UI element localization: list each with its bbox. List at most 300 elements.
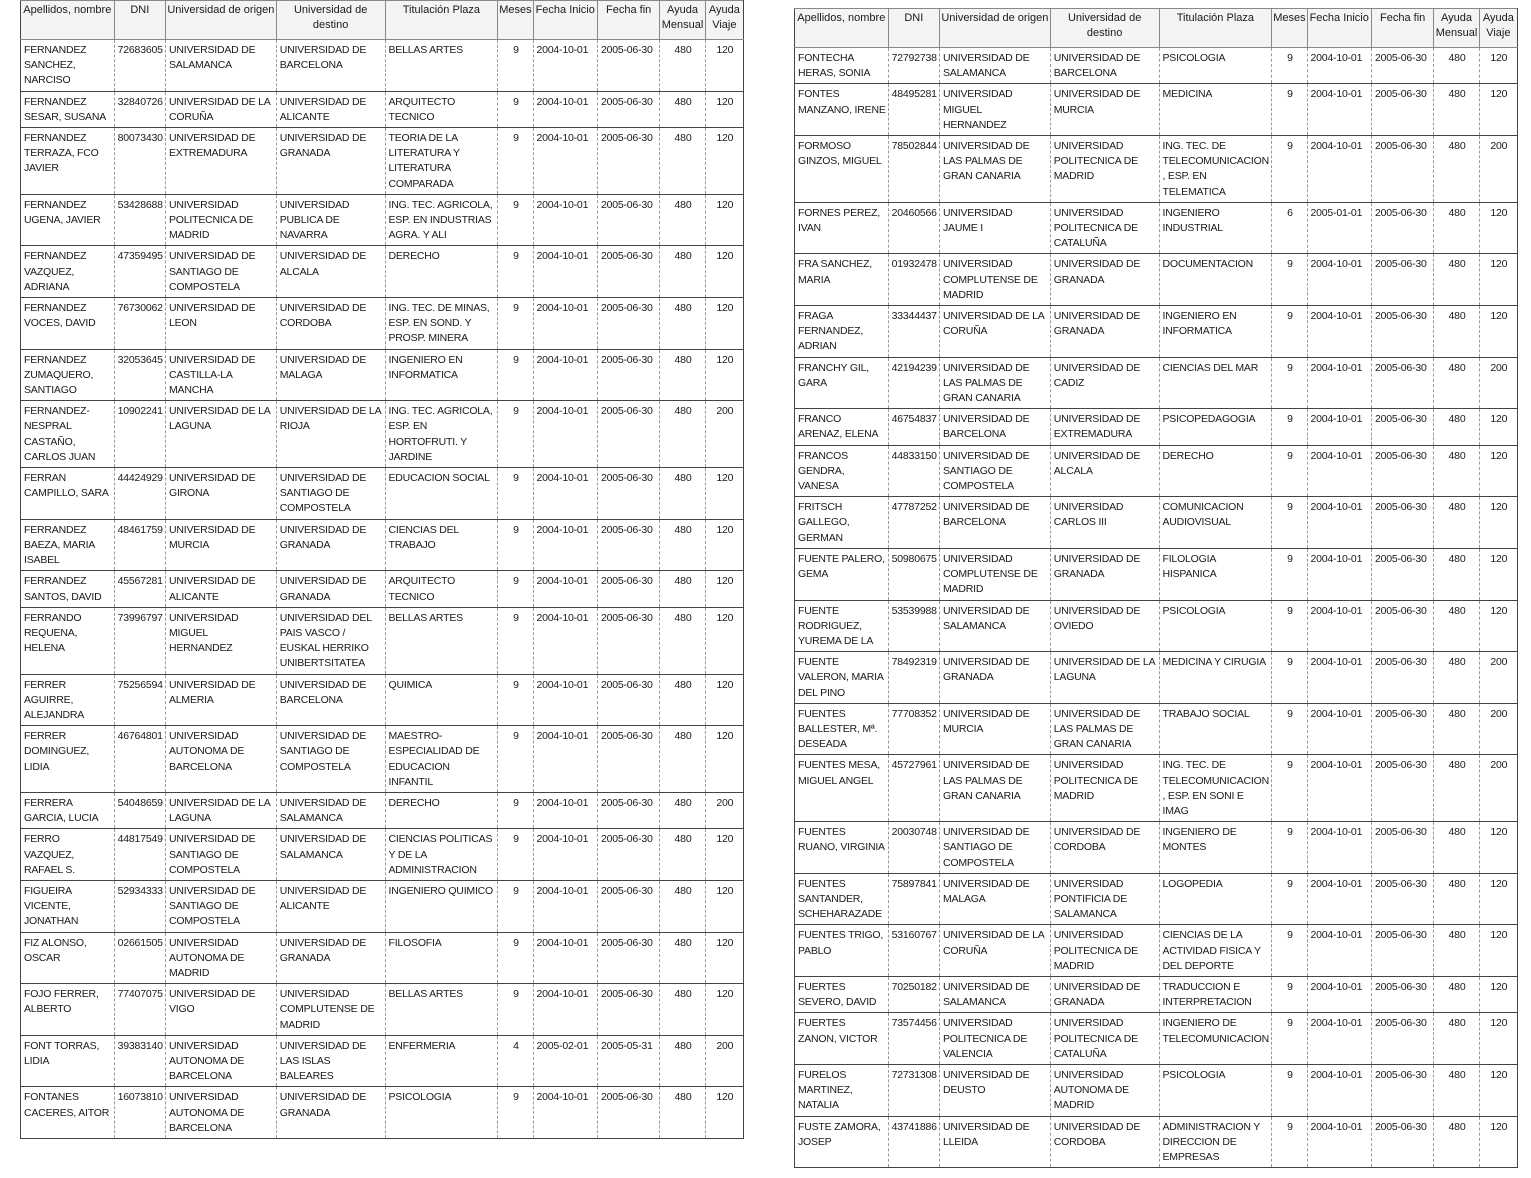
cell-degree: INGENIERO QUIMICO xyxy=(385,880,498,932)
cell-dni: 53539988 xyxy=(888,600,939,652)
cell-monthly-aid: 480 xyxy=(660,829,705,881)
cell-origin-university: UNIVERSIDAD DE SALAMANCA xyxy=(165,40,276,92)
cell-origin-university: UNIVERSIDAD POLITECNICA DE MADRID xyxy=(165,194,276,246)
cell-start-date: 2004-10-01 xyxy=(533,726,597,793)
table-row xyxy=(21,880,744,932)
cell-monthly-aid: 480 xyxy=(660,40,705,92)
cell-travel-aid: 120 xyxy=(705,194,743,246)
table-row xyxy=(795,600,1518,652)
grants-table-right xyxy=(794,8,1518,1168)
cell-travel-aid: 120 xyxy=(705,571,743,607)
cell-end-date: 2005-06-30 xyxy=(1371,703,1433,755)
cell-end-date: 2005-06-30 xyxy=(597,792,659,828)
cell-travel-aid: 120 xyxy=(705,880,743,932)
cell-months: 9 xyxy=(1272,703,1307,755)
header-name: Apellidos, nombre xyxy=(21,1,115,40)
table-row xyxy=(795,254,1518,306)
cell-start-date: 2004-10-01 xyxy=(533,607,597,674)
cell-start-date: 2004-10-01 xyxy=(1307,755,1371,822)
cell-dni: 20030748 xyxy=(888,822,939,874)
cell-name: FONT TORRAS, LIDIA xyxy=(21,1035,115,1087)
cell-origin-university: UNIVERSIDAD DE GIRONA xyxy=(165,468,276,520)
cell-degree: FILOLOGIA HISPANICA xyxy=(1159,548,1272,600)
cell-destination-university: UNIVERSIDAD DE MURCIA xyxy=(1050,84,1159,136)
cell-end-date: 2005-06-30 xyxy=(597,932,659,984)
cell-travel-aid: 120 xyxy=(705,726,743,793)
cell-months: 9 xyxy=(498,829,533,881)
cell-months: 9 xyxy=(1272,1116,1307,1168)
cell-origin-university: UNIVERSIDAD MIGUEL HERNANDEZ xyxy=(165,607,276,674)
cell-dni: 73996797 xyxy=(114,607,165,674)
cell-origin-university: UNIVERSIDAD MIGUEL HERNANDEZ xyxy=(939,84,1050,136)
cell-travel-aid: 120 xyxy=(1479,1116,1517,1168)
cell-start-date: 2004-10-01 xyxy=(533,674,597,726)
cell-start-date: 2004-10-01 xyxy=(1307,652,1371,704)
cell-travel-aid: 120 xyxy=(1479,254,1517,306)
cell-dni: 44817549 xyxy=(114,829,165,881)
cell-name: FUENTES MESA, MIGUEL ANGEL xyxy=(795,755,889,822)
cell-dni: 73574456 xyxy=(888,1013,939,1065)
cell-months: 9 xyxy=(498,246,533,298)
cell-end-date: 2005-06-30 xyxy=(597,1087,659,1139)
cell-end-date: 2005-06-30 xyxy=(1371,136,1433,203)
header-monthly-aid: Ayuda Mensual xyxy=(660,1,705,40)
grants-table-left xyxy=(20,0,744,1139)
cell-name: FERRANDEZ SANTOS, DAVID xyxy=(21,571,115,607)
cell-dni: 20460566 xyxy=(888,202,939,254)
cell-dni: 50980675 xyxy=(888,548,939,600)
cell-start-date: 2004-10-01 xyxy=(533,792,597,828)
cell-start-date: 2004-10-01 xyxy=(1307,1013,1371,1065)
cell-origin-university: UNIVERSIDAD DE BARCELONA xyxy=(939,497,1050,549)
cell-destination-university: UNIVERSIDAD DE GRANADA xyxy=(276,1087,385,1139)
cell-origin-university: UNIVERSIDAD DE BARCELONA xyxy=(939,409,1050,445)
cell-monthly-aid: 480 xyxy=(1434,306,1479,358)
right-page xyxy=(794,8,1518,1168)
cell-destination-university: UNIVERSIDAD DE SALAMANCA xyxy=(276,829,385,881)
table-row xyxy=(21,607,744,674)
cell-travel-aid: 120 xyxy=(705,91,743,127)
table-body xyxy=(21,40,744,1139)
cell-destination-university: UNIVERSIDAD DE ALCALA xyxy=(1050,445,1159,497)
cell-origin-university: UNIVERSIDAD DE ALMERIA xyxy=(165,674,276,726)
header-travel-aid: Ayuda Viaje xyxy=(1479,9,1517,48)
cell-months: 9 xyxy=(1272,822,1307,874)
cell-degree: DOCUMENTACION xyxy=(1159,254,1272,306)
table-row xyxy=(21,519,744,571)
cell-months: 9 xyxy=(1272,548,1307,600)
cell-origin-university: UNIVERSIDAD DE CASTILLA-LA MANCHA xyxy=(165,349,276,401)
cell-dni: 76730062 xyxy=(114,298,165,350)
cell-months: 9 xyxy=(1272,600,1307,652)
cell-start-date: 2004-10-01 xyxy=(1307,306,1371,358)
cell-destination-university: UNIVERSIDAD COMPLUTENSE DE MADRID xyxy=(276,984,385,1036)
cell-name: FERRANDEZ BAEZA, MARIA ISABEL xyxy=(21,519,115,571)
cell-origin-university: UNIVERSIDAD AUTONOMA DE MADRID xyxy=(165,932,276,984)
cell-name: FERRER DOMINGUEZ, LIDIA xyxy=(21,726,115,793)
cell-degree: MEDICINA Y CIRUGIA xyxy=(1159,652,1272,704)
cell-dni: 46764801 xyxy=(114,726,165,793)
cell-dni: 78502844 xyxy=(888,136,939,203)
cell-end-date: 2005-06-30 xyxy=(1371,497,1433,549)
cell-end-date: 2005-06-30 xyxy=(1371,48,1433,84)
cell-monthly-aid: 480 xyxy=(660,91,705,127)
cell-origin-university: UNIVERSIDAD DE LA CORUÑA xyxy=(939,925,1050,977)
table-row xyxy=(795,357,1518,409)
cell-degree: ING. TEC. AGRICOLA, ESP. EN HORTOFRUTI. Y JARDINE xyxy=(385,401,498,468)
cell-travel-aid: 200 xyxy=(1479,136,1517,203)
cell-travel-aid: 200 xyxy=(1479,703,1517,755)
cell-months: 9 xyxy=(498,674,533,726)
cell-travel-aid: 120 xyxy=(705,40,743,92)
cell-start-date: 2004-10-01 xyxy=(533,984,597,1036)
cell-travel-aid: 120 xyxy=(705,984,743,1036)
cell-dni: 77708352 xyxy=(888,703,939,755)
cell-travel-aid: 120 xyxy=(1479,445,1517,497)
cell-destination-university: UNIVERSIDAD DE GRANADA xyxy=(1050,976,1159,1012)
cell-name: FERNANDEZ SANCHEZ, NARCISO xyxy=(21,40,115,92)
cell-end-date: 2005-06-30 xyxy=(1371,873,1433,925)
header-dni: DNI xyxy=(114,1,165,40)
header-travel-aid: Ayuda Viaje xyxy=(705,1,743,40)
cell-destination-university: UNIVERSIDAD POLITECNICA DE MADRID xyxy=(1050,755,1159,822)
table-row xyxy=(21,674,744,726)
cell-start-date: 2004-10-01 xyxy=(1307,1064,1371,1116)
cell-monthly-aid: 480 xyxy=(660,1087,705,1139)
table-header xyxy=(795,9,1518,48)
cell-origin-university: UNIVERSIDAD DE SANTIAGO DE COMPOSTELA xyxy=(165,829,276,881)
cell-end-date: 2005-06-30 xyxy=(1371,306,1433,358)
cell-monthly-aid: 480 xyxy=(1434,548,1479,600)
cell-name: FRAGA FERNANDEZ, ADRIAN xyxy=(795,306,889,358)
cell-monthly-aid: 480 xyxy=(660,246,705,298)
cell-travel-aid: 120 xyxy=(705,1087,743,1139)
table-row xyxy=(795,1116,1518,1168)
cell-origin-university: UNIVERSIDAD DE LA CORUÑA xyxy=(939,306,1050,358)
cell-degree: INGENIERO EN INFORMATICA xyxy=(1159,306,1272,358)
cell-destination-university: UNIVERSIDAD POLITECNICA DE MADRID xyxy=(1050,925,1159,977)
cell-destination-university: UNIVERSIDAD DE BARCELONA xyxy=(1050,48,1159,84)
cell-travel-aid: 120 xyxy=(1479,925,1517,977)
cell-origin-university: UNIVERSIDAD DE SANTIAGO DE COMPOSTELA xyxy=(939,445,1050,497)
cell-months: 9 xyxy=(498,607,533,674)
cell-degree: CIENCIAS POLITICAS Y DE LA ADMINISTRACION xyxy=(385,829,498,881)
cell-degree: MAESTRO-ESPECIALIDAD DE EDUCACION INFANTIL xyxy=(385,726,498,793)
cell-degree: EDUCACION SOCIAL xyxy=(385,468,498,520)
cell-origin-university: UNIVERSIDAD DE VIGO xyxy=(165,984,276,1036)
cell-name: FERRO VAZQUEZ, RAFAEL S. xyxy=(21,829,115,881)
cell-degree: CIENCIAS DEL TRABAJO xyxy=(385,519,498,571)
cell-start-date: 2004-10-01 xyxy=(1307,136,1371,203)
cell-dni: 48495281 xyxy=(888,84,939,136)
cell-travel-aid: 120 xyxy=(1479,497,1517,549)
cell-monthly-aid: 480 xyxy=(660,571,705,607)
cell-travel-aid: 120 xyxy=(705,829,743,881)
cell-degree: DERECHO xyxy=(385,792,498,828)
cell-end-date: 2005-06-30 xyxy=(597,194,659,246)
cell-monthly-aid: 480 xyxy=(1434,652,1479,704)
cell-name: FUSTE ZAMORA, JOSEP xyxy=(795,1116,889,1168)
cell-dni: 72792738 xyxy=(888,48,939,84)
table-row xyxy=(795,409,1518,445)
cell-origin-university: UNIVERSIDAD DE LAS PALMAS DE GRAN CANARIA xyxy=(939,357,1050,409)
cell-monthly-aid: 480 xyxy=(660,519,705,571)
cell-travel-aid: 120 xyxy=(1479,409,1517,445)
cell-destination-university: UNIVERSIDAD DE EXTREMADURA xyxy=(1050,409,1159,445)
cell-degree: INGENIERO INDUSTRIAL xyxy=(1159,202,1272,254)
cell-end-date: 2005-06-30 xyxy=(1371,976,1433,1012)
cell-monthly-aid: 480 xyxy=(1434,497,1479,549)
cell-travel-aid: 120 xyxy=(1479,976,1517,1012)
cell-monthly-aid: 480 xyxy=(660,468,705,520)
cell-end-date: 2005-06-30 xyxy=(597,246,659,298)
cell-dni: 43741886 xyxy=(888,1116,939,1168)
cell-monthly-aid: 480 xyxy=(1434,48,1479,84)
cell-monthly-aid: 480 xyxy=(660,298,705,350)
cell-destination-university: UNIVERSIDAD PUBLICA DE NAVARRA xyxy=(276,194,385,246)
cell-travel-aid: 120 xyxy=(1479,306,1517,358)
cell-end-date: 2005-06-30 xyxy=(597,128,659,195)
cell-destination-university: UNIVERSIDAD DE CORDOBA xyxy=(276,298,385,350)
cell-origin-university: UNIVERSIDAD DE SANTIAGO DE COMPOSTELA xyxy=(165,246,276,298)
cell-monthly-aid: 480 xyxy=(1434,445,1479,497)
cell-end-date: 2005-06-30 xyxy=(1371,409,1433,445)
cell-name: FERRERA GARCIA, LUCIA xyxy=(21,792,115,828)
cell-name: FRANCHY GIL, GARA xyxy=(795,357,889,409)
cell-start-date: 2004-10-01 xyxy=(533,880,597,932)
cell-months: 9 xyxy=(1272,1064,1307,1116)
cell-months: 9 xyxy=(498,1087,533,1139)
header-name: Apellidos, nombre xyxy=(795,9,889,48)
cell-travel-aid: 200 xyxy=(705,401,743,468)
table-row xyxy=(21,401,744,468)
table-row xyxy=(21,194,744,246)
cell-degree: PSICOLOGIA xyxy=(1159,48,1272,84)
cell-months: 9 xyxy=(498,726,533,793)
cell-origin-university: UNIVERSIDAD DE LAS PALMAS DE GRAN CANARIA xyxy=(939,755,1050,822)
cell-name: FORNES PEREZ, IVAN xyxy=(795,202,889,254)
cell-months: 9 xyxy=(1272,48,1307,84)
cell-months: 9 xyxy=(498,194,533,246)
cell-start-date: 2004-10-01 xyxy=(1307,445,1371,497)
table-row xyxy=(795,202,1518,254)
header-dni: DNI xyxy=(888,9,939,48)
cell-degree: CIENCIAS DEL MAR xyxy=(1159,357,1272,409)
cell-monthly-aid: 480 xyxy=(1434,755,1479,822)
cell-destination-university: UNIVERSIDAD DE OVIEDO xyxy=(1050,600,1159,652)
cell-name: FONTANES CACERES, AITOR xyxy=(21,1087,115,1139)
cell-name: FUENTES SANTANDER, SCHEHARAZADE xyxy=(795,873,889,925)
cell-months: 9 xyxy=(498,401,533,468)
cell-destination-university: UNIVERSIDAD DE LAS PALMAS DE GRAN CANARIA xyxy=(1050,703,1159,755)
table-row xyxy=(795,84,1518,136)
table-row xyxy=(21,1035,744,1087)
cell-end-date: 2005-06-30 xyxy=(597,984,659,1036)
cell-destination-university: UNIVERSIDAD DE GRANADA xyxy=(1050,548,1159,600)
cell-degree: CIENCIAS DE LA ACTIVIDAD FISICA Y DEL DEPORTE xyxy=(1159,925,1272,977)
cell-months: 9 xyxy=(498,349,533,401)
cell-origin-university: UNIVERSIDAD DE EXTREMADURA xyxy=(165,128,276,195)
cell-monthly-aid: 480 xyxy=(1434,202,1479,254)
cell-degree: PSICOLOGIA xyxy=(385,1087,498,1139)
cell-dni: 78492319 xyxy=(888,652,939,704)
cell-dni: 39383140 xyxy=(114,1035,165,1087)
cell-travel-aid: 120 xyxy=(1479,600,1517,652)
cell-dni: 80073430 xyxy=(114,128,165,195)
cell-start-date: 2004-10-01 xyxy=(1307,1116,1371,1168)
cell-name: FRITSCH GALLEGO, GERMAN xyxy=(795,497,889,549)
table-row xyxy=(21,349,744,401)
cell-end-date: 2005-06-30 xyxy=(597,829,659,881)
cell-travel-aid: 120 xyxy=(705,932,743,984)
cell-travel-aid: 200 xyxy=(705,1035,743,1087)
cell-travel-aid: 200 xyxy=(705,792,743,828)
cell-origin-university: UNIVERSIDAD AUTONOMA DE BARCELONA xyxy=(165,1087,276,1139)
table-row xyxy=(795,306,1518,358)
cell-name: FERRANDO REQUENA, HELENA xyxy=(21,607,115,674)
cell-months: 9 xyxy=(498,128,533,195)
cell-origin-university: UNIVERSIDAD DE ALICANTE xyxy=(165,571,276,607)
cell-travel-aid: 120 xyxy=(1479,548,1517,600)
cell-degree: ING. TEC. DE TELECOMUNICACION, ESP. EN SONI E IMAG xyxy=(1159,755,1272,822)
header-origin-university: Universidad de origen xyxy=(939,9,1050,48)
cell-months: 9 xyxy=(1272,652,1307,704)
table-row xyxy=(795,497,1518,549)
cell-name: FRANCO ARENAZ, ELENA xyxy=(795,409,889,445)
cell-destination-university: UNIVERSIDAD DE SANTIAGO DE COMPOSTELA xyxy=(276,726,385,793)
table-row xyxy=(21,246,744,298)
cell-degree: MEDICINA xyxy=(1159,84,1272,136)
cell-months: 6 xyxy=(1272,202,1307,254)
header-end-date: Fecha fin xyxy=(1371,9,1433,48)
cell-start-date: 2004-10-01 xyxy=(533,401,597,468)
cell-start-date: 2004-10-01 xyxy=(533,194,597,246)
cell-degree: ARQUITECTO TECNICO xyxy=(385,91,498,127)
header-destination-university: Universidad de destino xyxy=(1050,9,1159,48)
cell-end-date: 2005-06-30 xyxy=(597,349,659,401)
cell-dni: 45727961 xyxy=(888,755,939,822)
cell-end-date: 2005-06-30 xyxy=(597,880,659,932)
cell-start-date: 2004-10-01 xyxy=(1307,976,1371,1012)
cell-name: FERNANDEZ TERRAZA, FCO JAVIER xyxy=(21,128,115,195)
cell-monthly-aid: 480 xyxy=(660,194,705,246)
cell-monthly-aid: 480 xyxy=(1434,600,1479,652)
cell-end-date: 2005-06-30 xyxy=(597,91,659,127)
cell-start-date: 2004-10-01 xyxy=(1307,84,1371,136)
table-row xyxy=(21,571,744,607)
table-row xyxy=(795,873,1518,925)
cell-start-date: 2005-02-01 xyxy=(533,1035,597,1087)
cell-origin-university: UNIVERSIDAD AUTONOMA DE BARCELONA xyxy=(165,1035,276,1087)
cell-months: 9 xyxy=(1272,976,1307,1012)
cell-origin-university: UNIVERSIDAD DE SALAMANCA xyxy=(939,600,1050,652)
cell-degree: DERECHO xyxy=(1159,445,1272,497)
cell-end-date: 2005-06-30 xyxy=(1371,925,1433,977)
cell-travel-aid: 120 xyxy=(1479,822,1517,874)
cell-name: FUENTE VALERON, MARIA DEL PINO xyxy=(795,652,889,704)
cell-end-date: 2005-06-30 xyxy=(1371,652,1433,704)
cell-start-date: 2004-10-01 xyxy=(533,519,597,571)
cell-name: FIZ ALONSO, OSCAR xyxy=(21,932,115,984)
cell-travel-aid: 120 xyxy=(1479,1064,1517,1116)
cell-dni: 75897841 xyxy=(888,873,939,925)
cell-name: FORMOSO GINZOS, MIGUEL xyxy=(795,136,889,203)
cell-degree: ARQUITECTO TECNICO xyxy=(385,571,498,607)
cell-origin-university: UNIVERSIDAD DE GRANADA xyxy=(939,652,1050,704)
cell-dni: 44424929 xyxy=(114,468,165,520)
cell-travel-aid: 120 xyxy=(705,298,743,350)
cell-end-date: 2005-06-30 xyxy=(1371,357,1433,409)
cell-name: FERNANDEZ VOCES, DAVID xyxy=(21,298,115,350)
cell-travel-aid: 120 xyxy=(705,246,743,298)
cell-start-date: 2004-10-01 xyxy=(1307,48,1371,84)
cell-months: 9 xyxy=(498,40,533,92)
cell-origin-university: UNIVERSIDAD DE SALAMANCA xyxy=(939,976,1050,1012)
cell-degree: PSICOLOGIA xyxy=(1159,600,1272,652)
cell-monthly-aid: 480 xyxy=(1434,873,1479,925)
cell-origin-university: UNIVERSIDAD DE SANTIAGO DE COMPOSTELA xyxy=(939,822,1050,874)
cell-name: FERNANDEZ ZUMAQUERO, SANTIAGO xyxy=(21,349,115,401)
cell-travel-aid: 120 xyxy=(705,519,743,571)
cell-dni: 47787252 xyxy=(888,497,939,549)
cell-months: 9 xyxy=(1272,357,1307,409)
cell-monthly-aid: 480 xyxy=(1434,409,1479,445)
cell-start-date: 2004-10-01 xyxy=(1307,600,1371,652)
cell-destination-university: UNIVERSIDAD POLITECNICA DE MADRID xyxy=(1050,136,1159,203)
cell-dni: 53160767 xyxy=(888,925,939,977)
cell-end-date: 2005-06-30 xyxy=(1371,1064,1433,1116)
cell-months: 9 xyxy=(1272,136,1307,203)
cell-end-date: 2005-06-30 xyxy=(597,571,659,607)
cell-dni: 53428688 xyxy=(114,194,165,246)
cell-dni: 54048659 xyxy=(114,792,165,828)
cell-origin-university: UNIVERSIDAD DE LEON xyxy=(165,298,276,350)
cell-dni: 10902241 xyxy=(114,401,165,468)
cell-name: FERNANDEZ SESAR, SUSANA xyxy=(21,91,115,127)
cell-start-date: 2004-10-01 xyxy=(533,829,597,881)
cell-end-date: 2005-06-30 xyxy=(1371,600,1433,652)
cell-end-date: 2005-06-30 xyxy=(597,674,659,726)
cell-monthly-aid: 480 xyxy=(660,1035,705,1087)
cell-months: 9 xyxy=(498,298,533,350)
cell-monthly-aid: 480 xyxy=(660,932,705,984)
cell-degree: ING. TEC. DE MINAS, ESP. EN SOND. Y PROSP. MINERA xyxy=(385,298,498,350)
cell-origin-university: UNIVERSIDAD DE LA CORUÑA xyxy=(165,91,276,127)
cell-start-date: 2004-10-01 xyxy=(1307,822,1371,874)
cell-start-date: 2004-10-01 xyxy=(533,349,597,401)
header-destination-university: Universidad de destino xyxy=(276,1,385,40)
cell-end-date: 2005-06-30 xyxy=(597,726,659,793)
cell-degree: ADMINISTRACION Y DIRECCION DE EMPRESAS xyxy=(1159,1116,1272,1168)
cell-degree: COMUNICACION AUDIOVISUAL xyxy=(1159,497,1272,549)
cell-end-date: 2005-06-30 xyxy=(597,607,659,674)
cell-degree: BELLAS ARTES xyxy=(385,607,498,674)
cell-end-date: 2005-06-30 xyxy=(597,40,659,92)
table-row xyxy=(21,829,744,881)
cell-dni: 47359495 xyxy=(114,246,165,298)
cell-destination-university: UNIVERSIDAD DE SANTIAGO DE COMPOSTELA xyxy=(276,468,385,520)
header-monthly-aid: Ayuda Mensual xyxy=(1434,9,1479,48)
cell-start-date: 2004-10-01 xyxy=(533,128,597,195)
cell-origin-university: UNIVERSIDAD DE MURCIA xyxy=(165,519,276,571)
cell-start-date: 2004-10-01 xyxy=(533,932,597,984)
cell-destination-university: UNIVERSIDAD DE GRANADA xyxy=(276,932,385,984)
cell-destination-university: UNIVERSIDAD DE ALCALA xyxy=(276,246,385,298)
cell-travel-aid: 200 xyxy=(1479,755,1517,822)
cell-origin-university: UNIVERSIDAD DE LAS PALMAS DE GRAN CANARIA xyxy=(939,136,1050,203)
cell-name: FUENTES TRIGO, PABLO xyxy=(795,925,889,977)
cell-monthly-aid: 480 xyxy=(660,607,705,674)
